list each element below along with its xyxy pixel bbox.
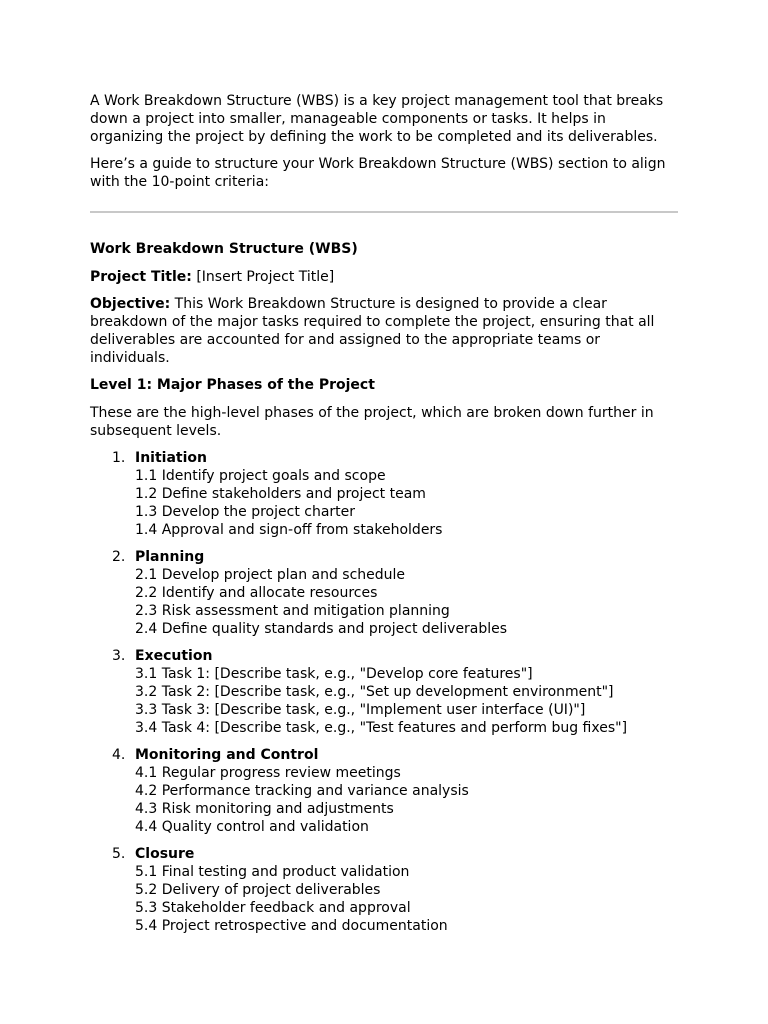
phase-subitem: 3.1 Task 1: [Describe task, e.g., "Develop core features"] (135, 666, 533, 682)
phase-subitem: 4.3 Risk monitoring and adjustments (135, 801, 394, 817)
intro-paragraph-2: Here’s a guide to structure your Work Breakdown Structure (WBS) section to align with the 10-point criteria: (90, 156, 666, 190)
level1-heading: Level 1: Major Phases of the Project (90, 377, 375, 393)
phase-subitem: 4.4 Quality control and validation (135, 819, 369, 835)
section-title: Work Breakdown Structure (WBS) (90, 241, 358, 257)
objective-paragraph (90, 295, 678, 367)
phase-subitem: 2.4 Define quality standards and project deliverables (135, 621, 508, 637)
phase-title: Monitoring and Control (135, 747, 319, 763)
phase-subitem: 1.2 Define stakeholders and project team (135, 486, 426, 502)
phase-subitem: 5.2 Delivery of project deliverables (135, 882, 381, 898)
phase-item-execution (90, 647, 678, 737)
phase-title: Initiation (135, 450, 207, 466)
phase-number: 1. (112, 450, 126, 466)
phase-number: 3. (112, 648, 126, 664)
phase-item-initiation (90, 449, 678, 539)
phase-subitem: 2.3 Risk assessment and mitigation planning (135, 603, 450, 619)
phase-number: 4. (112, 747, 126, 763)
phase-number: 5. (112, 846, 126, 862)
phase-subitem: 5.3 Stakeholder feedback and approval (135, 900, 411, 916)
phase-subitem: 1.3 Develop the project charter (135, 504, 356, 520)
phase-list (90, 449, 678, 935)
phase-subitem: 4.2 Performance tracking and variance analysis (135, 783, 469, 799)
phase-item-planning (90, 548, 678, 638)
phase-subitem: 5.4 Project retrospective and documentation (135, 918, 448, 934)
phase-subitem: 4.1 Regular progress review meetings (135, 765, 401, 781)
level1-description: These are the high-level phases of the project, which are broken down further in subsequent levels. (90, 405, 654, 439)
phase-title: Closure (135, 846, 195, 862)
objective-text: This Work Breakdown Structure is designed to provide a clear breakdown of the major tasks required to complete the project, ensuring that all deliverables are accounted for and assigned to the appropriate teams or individuals. (90, 296, 655, 366)
phase-title: Execution (135, 648, 213, 664)
phase-item-monitoring-control (90, 746, 678, 836)
phase-title: Planning (135, 549, 205, 565)
project-title-value: [Insert Project Title] (191, 269, 335, 285)
phase-subitem: 1.4 Approval and sign-off from stakeholders (135, 522, 443, 538)
horizontal-divider (90, 211, 678, 213)
phase-subitem: 1.1 Identify project goals and scope (135, 468, 386, 484)
phase-subitem: 2.1 Develop project plan and schedule (135, 567, 406, 583)
project-title-label: Project Title: (90, 269, 192, 285)
intro-paragraph-1: A Work Breakdown Structure (WBS) is a key project management tool that breaks down a project into smaller, manageable components or tasks. It helps in organizing the project by defining the work to be completed and its deliverables. (90, 93, 664, 145)
project-title-line (90, 268, 678, 286)
phase-subitem: 2.2 Identify and allocate resources (135, 585, 378, 601)
phase-subitem: 3.2 Task 2: [Describe task, e.g., "Set up development environment"] (135, 684, 614, 700)
objective-label: Objective: (90, 296, 171, 312)
phase-number: 2. (112, 549, 126, 565)
phase-subitem: 3.3 Task 3: [Describe task, e.g., "Implement user interface (UI)"] (135, 702, 586, 718)
phase-subitem: 5.1 Final testing and product validation (135, 864, 410, 880)
phase-item-closure (90, 845, 678, 935)
phase-subitem: 3.4 Task 4: [Describe task, e.g., "Test features and perform bug fixes"] (135, 720, 628, 736)
